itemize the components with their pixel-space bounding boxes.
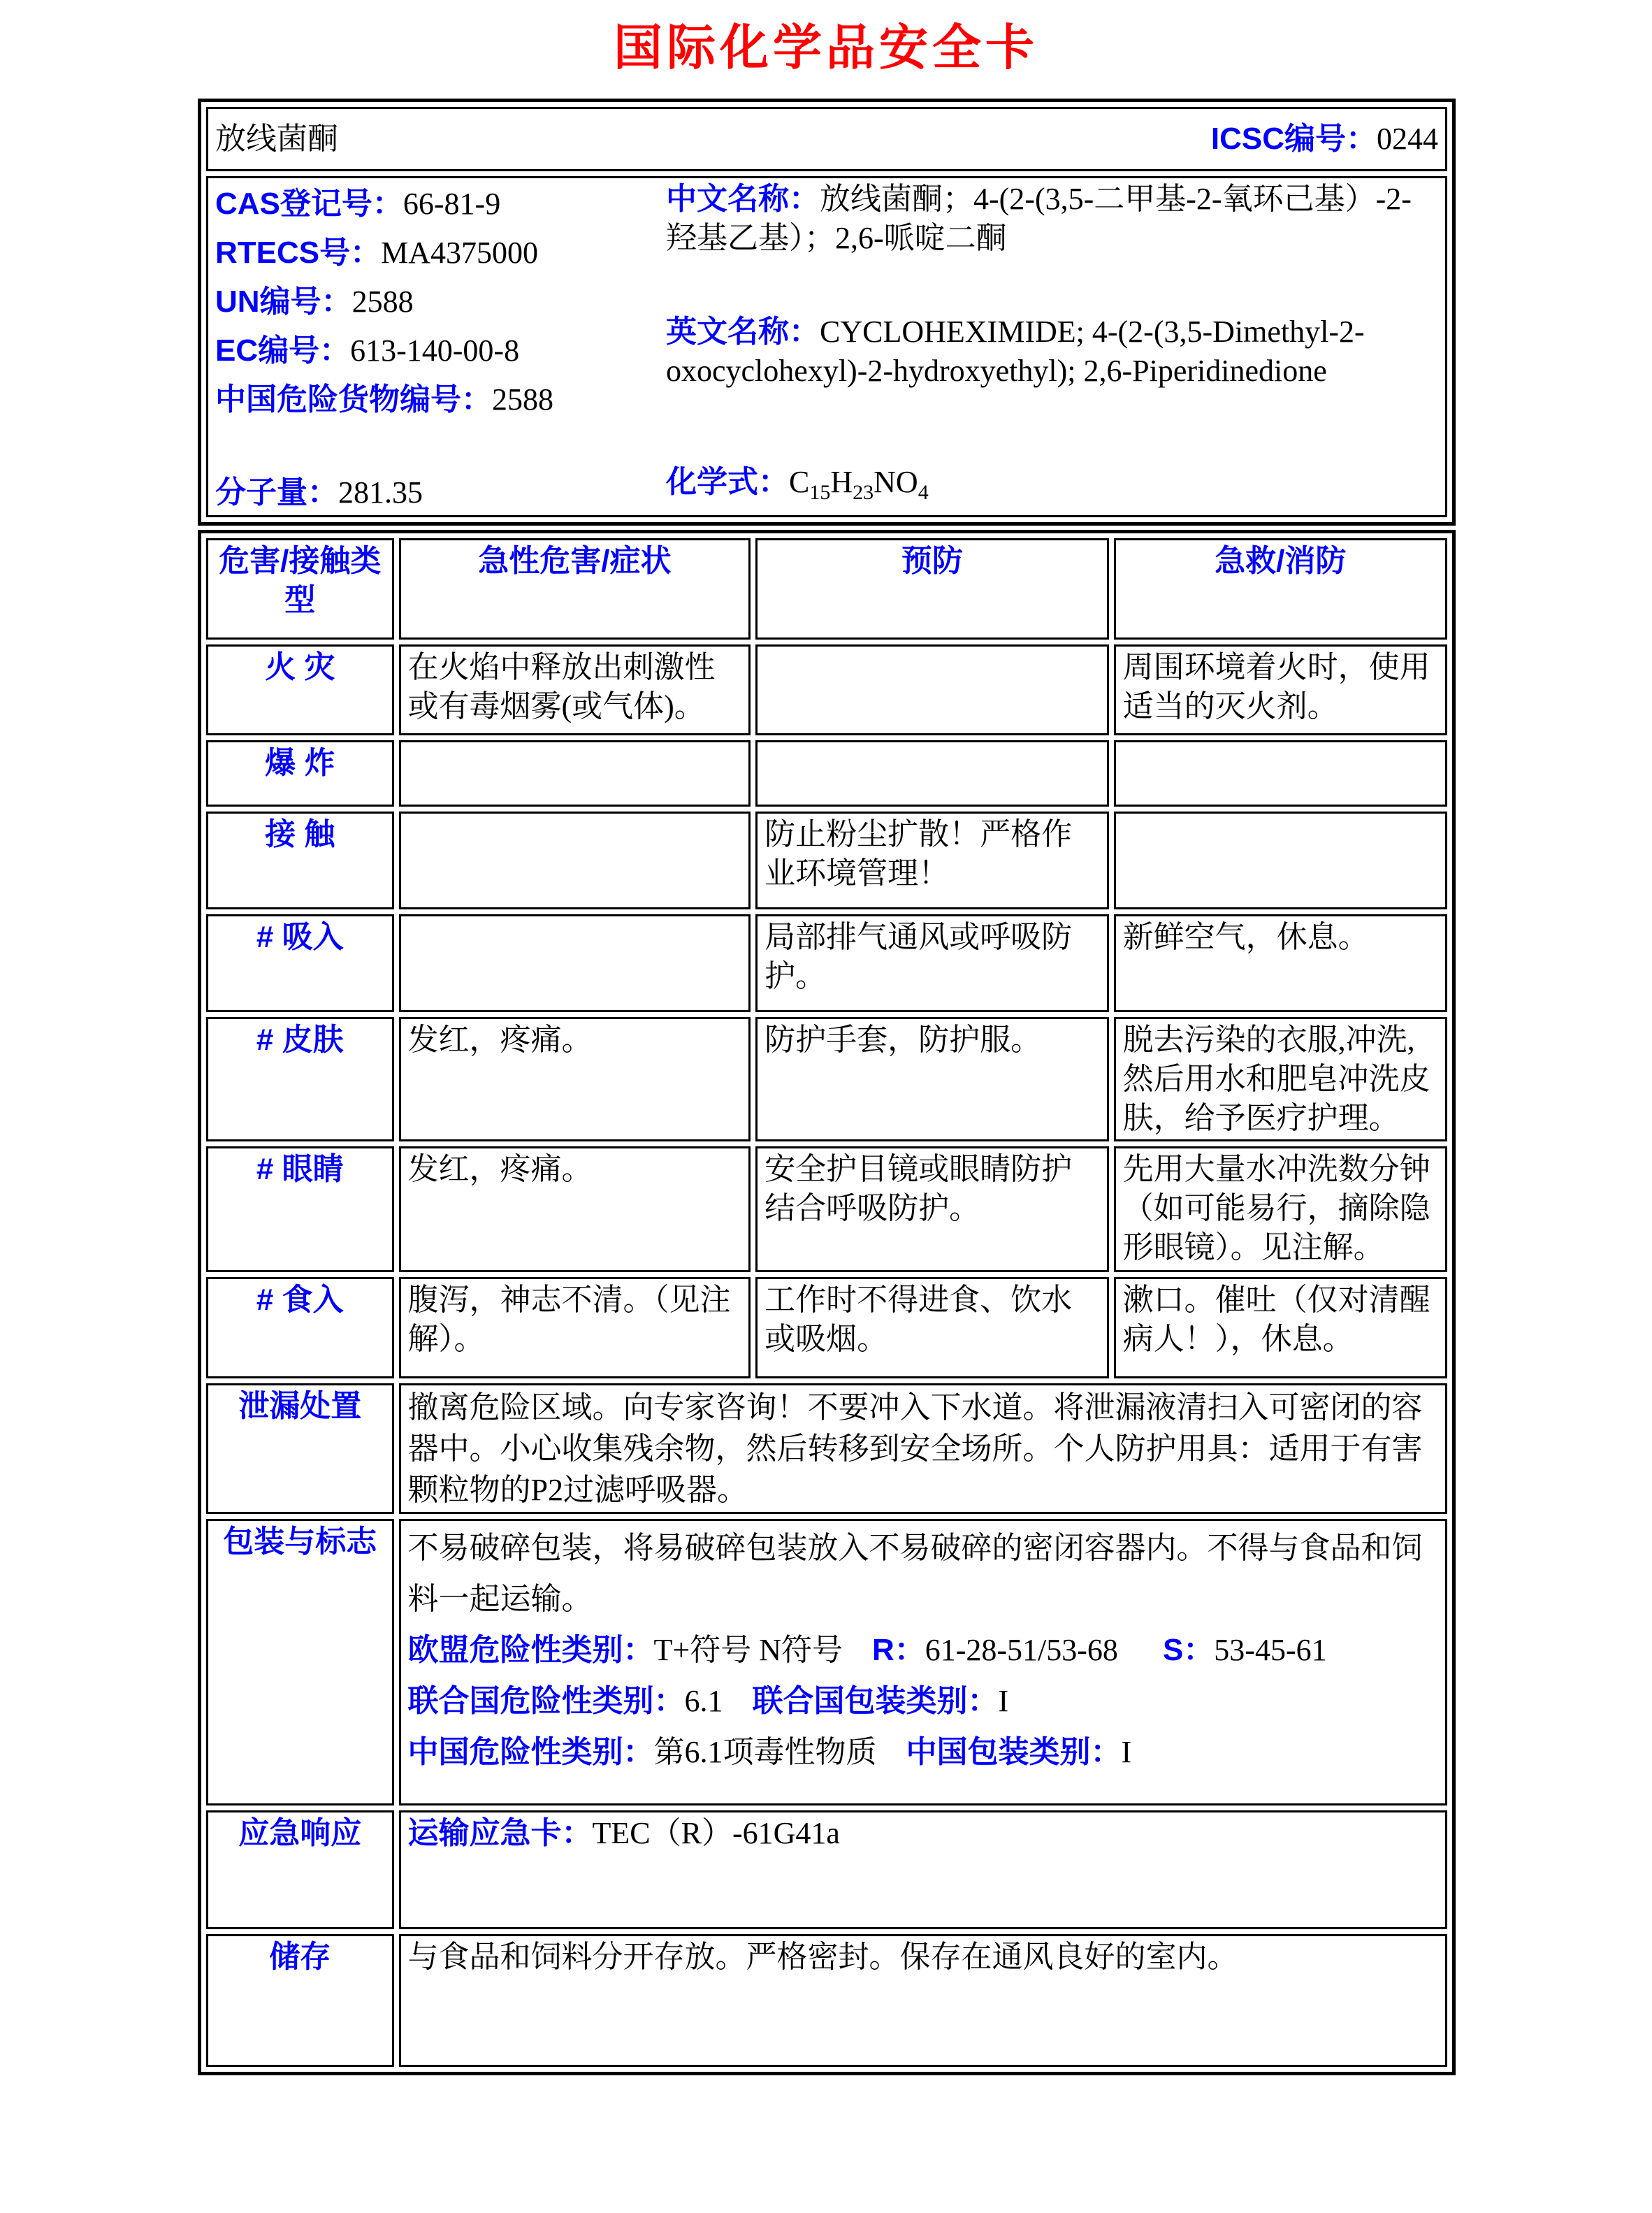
ingestion-label: # 食入 [206,1277,394,1378]
ec-number-line [215,326,666,375]
inhalation-prevention: 局部排气通风或呼吸防护。 [755,914,1108,1012]
un-value: 2588 [352,284,414,319]
china-dg-label: 中国危险货物编号： [215,382,492,417]
cas-value: 66-81-9 [403,187,501,221]
cn-class-value: 第6.1项毒性物质 [653,1735,877,1769]
fire-prevention [755,644,1108,735]
storage-label: 储存 [206,1934,394,2067]
title-row [206,107,1447,171]
molecular-weight-value: 281.35 [338,475,423,510]
un-label: UN编号： [215,284,352,319]
eu-classification-line [408,1624,1439,1675]
un-class-label: 联合国危险性类别： [407,1684,685,1718]
chemical-formula-line [666,461,1438,514]
emergency-label: 应急响应 [206,1810,394,1929]
r-phrase-label: R： [871,1633,925,1667]
explosion-label: 爆 炸 [206,740,394,807]
china-dg-number-line [215,375,666,424]
ingestion-firstaid: 漱口。催吐（仅对清醒病人！），休息。 [1114,1277,1447,1378]
row-spillage [206,1383,1447,1514]
cn-classification-line [408,1727,1439,1778]
cas-number-line [215,180,666,229]
header-symptom: 急性危害/症状 [399,538,751,640]
identifiers-row [206,176,1447,517]
chinese-name-value: 放线菌酮；4-(2-(3,5-二甲基-2-氧环己基）-2-羟基乙基）；2,6-哌啶二酮 [666,182,1412,255]
r-phrase-value: 61-28-51/53-68 [925,1633,1118,1667]
fire-firstaid: 周围环境着火时，使用适当的灭火剂。 [1114,644,1447,735]
hazard-header-row [206,538,1447,640]
exposure-prevention: 防止粉尘扩散！严格作业环境管理！ [755,812,1108,909]
ec-label: EC编号： [215,333,351,368]
transport-card-value: TEC（R）-61G41a [592,1816,840,1850]
rtecs-label: RTECS号： [215,236,382,270]
china-dg-value: 2588 [492,382,553,417]
row-ingestion [206,1277,1447,1378]
row-skin [206,1017,1447,1141]
chinese-name-label: 中文名称： [666,182,820,216]
cn-class-label: 中国危险性类别： [407,1735,654,1769]
explosion-firstaid [1114,740,1447,807]
transport-card-label: 运输应急卡： [407,1816,593,1850]
skin-label: # 皮肤 [206,1017,394,1141]
row-eyes [206,1146,1447,1272]
icsc-label: ICSC编号： [1210,122,1377,156]
english-name-line [666,312,1438,391]
molecular-weight-line [215,472,666,514]
explosion-prevention [755,740,1108,807]
packaging-paragraph: 不易破碎包装，将易破碎包装放入不易破碎的密闭容器内。不得与食品和饲料一起运输。 [407,1531,1423,1616]
storage-text: 与食品和饲料分开存放。严格密封。保存在通风良好的室内。 [399,1934,1448,2067]
spillage-text [399,1383,1448,1514]
un-class-value: 6.1 [684,1684,723,1718]
fire-symptom: 在火焰中释放出刺激性或有毒烟雾(或气体)。 [399,644,751,735]
cn-pack-label: 中国包装类别： [906,1735,1122,1769]
row-emergency [206,1810,1447,1929]
exposure-symptom [399,812,751,909]
header-prevention: 预防 [755,538,1108,640]
s-phrase-value: 53-45-61 [1214,1633,1327,1667]
un-pack-value: I [998,1684,1009,1718]
molecular-weight-label: 分子量： [215,475,338,510]
identifier-list [215,180,666,514]
inhalation-symptom [399,914,751,1012]
row-exposure [206,812,1447,909]
identification-table [198,99,1456,526]
un-pack-label: 联合国包装类别： [752,1684,999,1718]
safety-card [198,99,1456,2075]
row-inhalation [206,914,1447,1012]
emergency-content [399,1810,1448,1929]
skin-firstaid: 脱去污染的衣服,冲洗,然后用水和肥皂冲洗皮肤，给予医疗护理。 [1114,1017,1447,1141]
english-name-label: 英文名称： [666,315,820,349]
ingestion-symptom: 腹泻，神志不清。（见注解）。 [399,1277,751,1378]
header-firstaid: 急救/消防 [1114,538,1447,640]
eyes-firstaid: 先用大量水冲洗数分钟（如可能易行，摘除隐形眼镜）。见注解。 [1114,1146,1447,1272]
header-hazard-type: 危害/接触类型 [206,538,394,640]
chinese-name-line [666,180,1438,258]
icsc-number: 0244 [1377,122,1438,156]
english-name-value: CYCLOHEXIMIDE; 4-(2-(3,5-Dimethyl-2-oxocyclohexyl)-2-hydroxyethyl); 2,6-Piperidinedione [666,315,1365,388]
inhalation-firstaid: 新鲜空气，休息。 [1114,914,1447,1012]
spillage-label: 泄漏处置 [206,1383,394,1514]
row-fire [206,644,1447,735]
skin-symptom: 发红，疼痛。 [399,1017,751,1141]
name-list [666,180,1438,514]
hazard-table [198,530,1456,2075]
exposure-firstaid [1114,812,1447,909]
ingestion-prevention: 工作时不得进食、饮水或吸烟。 [755,1277,1108,1378]
packaging-label: 包装与标志 [206,1519,394,1805]
explosion-symptom [399,740,751,807]
exposure-label: 接 触 [206,812,394,909]
page-title: 国际化学品安全卡 [614,20,1038,75]
substance-name: 放线菌酮 [215,122,338,156]
spillage-paragraph: 撤离危险区域。向专家咨询！不要冲入下水道。将泄漏液清扫入可密闭的容器中。小心收集残余物，然后转移到安全场所。个人防护用具：适用于有害颗粒物的P2过滤呼吸器。 [407,1390,1423,1507]
packaging-content [399,1519,1448,1805]
skin-prevention: 防护手套，防护服。 [755,1017,1108,1141]
rtecs-number-line [215,229,666,277]
row-storage [206,1934,1447,2067]
eyes-prevention: 安全护目镜或眼睛防护结合呼吸防护。 [755,1146,1108,1272]
row-packaging [206,1519,1447,1805]
eu-class-label: 欧盟危险性类别： [407,1633,654,1667]
s-phrase-label: S： [1162,1633,1215,1667]
chemical-formula-value: $C_{15}H_{23}NO_4$ [789,465,929,504]
fire-label: 火 灾 [206,644,394,735]
cas-label: CAS登记号： [215,187,403,221]
chemical-formula-label: 化学式： [666,465,789,500]
cn-pack-value: I [1121,1735,1132,1769]
inhalation-label: # 吸入 [206,914,394,1012]
eu-symbols-value: T+符号 N符号 [653,1633,843,1667]
eyes-label: # 眼睛 [206,1146,394,1272]
rtecs-value: MA4375000 [381,236,539,270]
ec-value: 613-140-00-8 [350,333,520,368]
row-explosion [206,740,1447,807]
icsc-number-group [1211,120,1438,159]
un-classification-line [408,1675,1439,1727]
eyes-symptom: 发红，疼痛。 [399,1146,751,1272]
un-number-line [215,277,666,326]
